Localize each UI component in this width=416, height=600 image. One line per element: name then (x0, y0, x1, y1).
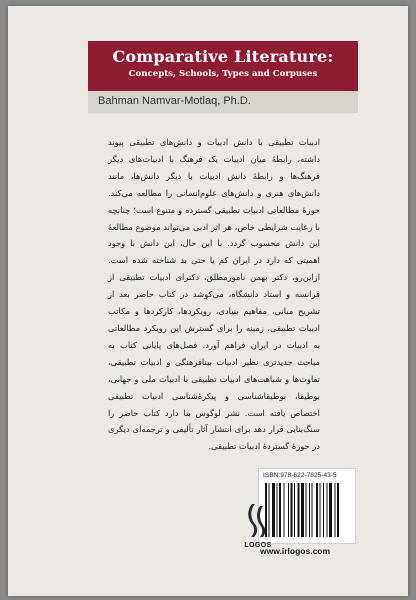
publisher-website: www.irlogos.com (260, 546, 331, 556)
author-name: Bahman Namvar-Motlaq, Ph.D. (98, 95, 251, 107)
isbn-label: ISBN:978-622-7825-43-5 (263, 472, 337, 479)
logos-logo-icon (244, 502, 270, 538)
barcode-icon (265, 483, 349, 537)
book-title: Comparative Literature: (112, 47, 334, 66)
description-paragraph: ادبیات تطبیقی با دانش ادبیات و دانش‌های تطبیقی پیوند داشته، رابطهٔ میان ادبیات یک فرهنگ با ادبیات‌های دیگر فرهنگ‌ها و رابطهٔ دانش ادبیات با دیگر دانش‌ها، مانند دانش‌های هنری و دانش‌های علوم‌انسانی را مطالعه می‌کند. حوزهٔ مطالعاتی ادبیات تطبیقی گسترده و متنوع است؛ چنانچه با رعایت شرایطی خاص، هر اثر ادبی می‌تواند موضوع مطالعهٔ این دانش محسوب گردد. با این حال، این دانش با وجود اهمیتی که دارد در ایران کم یا حتی بد شناخته شده است. ازاین‌رو، دکتر بهمن نامورمطلق، دکترای ادبیات تطبیقی از فرانسه و استاد دانشگاه، می‌کوشد در کتاب حاضر بعد از تشریح مبانی، مفاهیم بنیادی، رویکردها، کارکردها و مکاتب ادبیات تطبیقی، زمینه را برای گسترش این رویکرد مطالعاتی به ادبیات در ایران فراهم آورد. فصل‌های پایانی کتاب به مباحث جدیدتری نظیر ادبیات بینافرهنگی و ادبیات تطبیقی، تفاوت‌ها و شباهت‌های ادبیات تطبیقی با ادبیات ملی و جهانی، بوطیقا، بوطیقاشناسی و پیکرهٔ‌شناسی ادبیات تطبیقی اختصاص یافته است. نشر لوگوس بنا دارد کتاب حاضر را سنگ‌بنایی قرار دهد برای انتشار آثار تألیفی و ترجمه‌ای دیگری در حوزهٔ گستردهٔ ادبیات تطبیقی. (108, 137, 320, 452)
publisher-logo-text: LOGOS (244, 542, 272, 549)
author-band (88, 91, 358, 113)
title-band (88, 41, 358, 91)
barcode-box (258, 468, 356, 544)
description-text (108, 134, 320, 455)
book-subtitle: Concepts, Schools, Types and Corpuses (128, 69, 318, 79)
book-back-cover (8, 6, 408, 596)
